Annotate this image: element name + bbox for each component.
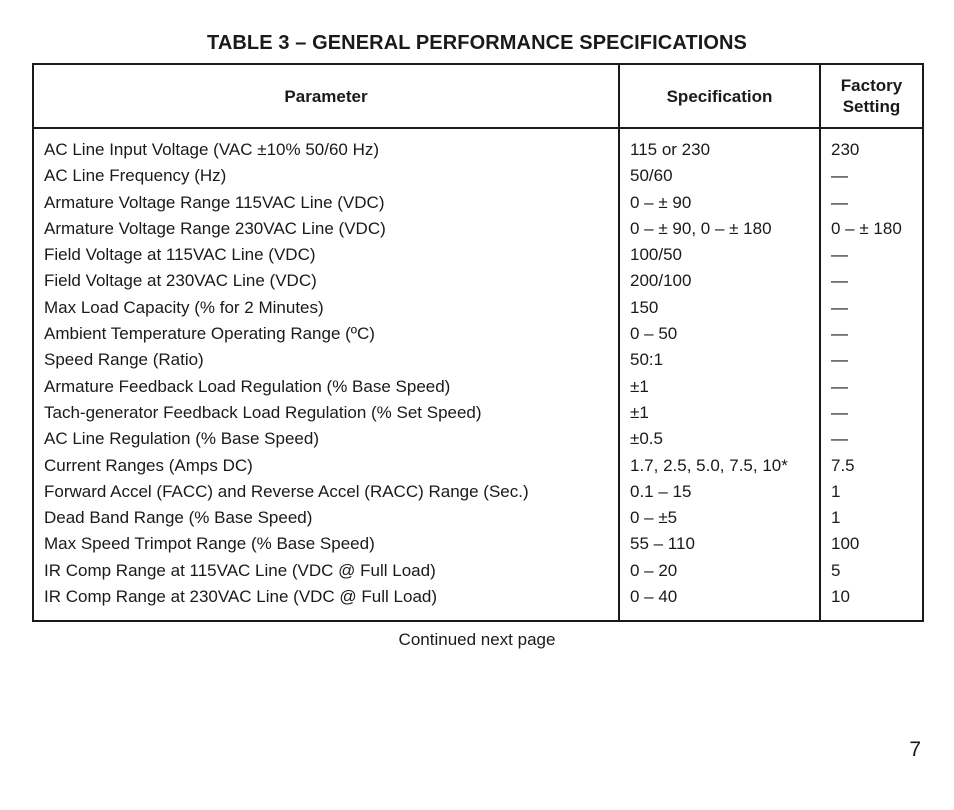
cell-factory-setting: — bbox=[831, 429, 848, 449]
cell-parameter: AC Line Frequency (Hz) bbox=[33, 163, 619, 189]
cell-specification: 1.7, 2.5, 5.0, 7.5, 10* bbox=[619, 453, 820, 479]
cell-factory-setting: — bbox=[831, 324, 848, 344]
table-header bbox=[33, 64, 923, 128]
cell-factory-setting: — bbox=[831, 402, 848, 422]
table-row bbox=[33, 242, 923, 268]
cell-parameter: IR Comp Range at 230VAC Line (VDC @ Full Load) bbox=[33, 584, 619, 621]
table-row bbox=[33, 374, 923, 400]
cell-specification: ±1 bbox=[619, 374, 820, 400]
cell-parameter: Dead Band Range (% Base Speed) bbox=[33, 505, 619, 531]
cell-factory-setting: — bbox=[831, 297, 848, 317]
table-row bbox=[33, 558, 923, 584]
cell-factory-setting: — bbox=[831, 376, 848, 396]
cell-parameter: Current Ranges (Amps DC) bbox=[33, 453, 619, 479]
cell-factory-setting: 7.5 bbox=[831, 455, 855, 475]
cell-parameter: Max Speed Trimpot Range (% Base Speed) bbox=[33, 531, 619, 557]
cell-factory-setting: 1 bbox=[831, 508, 841, 528]
cell-parameter: AC Line Input Voltage (VAC ±10% 50/60 Hz) bbox=[33, 128, 619, 163]
cell-factory-setting: 100 bbox=[831, 534, 860, 554]
table-row bbox=[33, 505, 923, 531]
cell-specification: 0 – 50 bbox=[619, 321, 820, 347]
cell-parameter: Tach-generator Feedback Load Regulation (% Set Speed) bbox=[33, 400, 619, 426]
cell-specification: 0.1 – 15 bbox=[619, 479, 820, 505]
cell-parameter: IR Comp Range at 115VAC Line (VDC @ Full Load) bbox=[33, 558, 619, 584]
cell-specification: 115 or 230 bbox=[619, 128, 820, 163]
cell-parameter: Armature Voltage Range 230VAC Line (VDC) bbox=[33, 216, 619, 242]
table-row bbox=[33, 453, 923, 479]
table-row bbox=[33, 216, 923, 242]
cell-factory-setting: 0 – ± 180 bbox=[831, 218, 902, 238]
cell-specification: 0 – ±5 bbox=[619, 505, 820, 531]
cell-specification: 0 – ± 90 bbox=[619, 190, 820, 216]
cell-parameter: Armature Feedback Load Regulation (% Base Speed) bbox=[33, 374, 619, 400]
cell-specification: ±0.5 bbox=[619, 426, 820, 452]
table-body bbox=[33, 128, 923, 621]
table-row bbox=[33, 531, 923, 557]
cell-factory-setting: — bbox=[831, 166, 848, 186]
cell-factory-setting: 230 bbox=[831, 140, 860, 159]
cell-parameter: Speed Range (Ratio) bbox=[33, 347, 619, 373]
cell-factory-setting: — bbox=[831, 245, 848, 265]
cell-specification: 0 – 40 bbox=[619, 584, 820, 621]
cell-specification: 0 – ± 90, 0 – ± 180 bbox=[619, 216, 820, 242]
cell-factory-setting: — bbox=[831, 271, 848, 291]
cell-parameter: AC Line Regulation (% Base Speed) bbox=[33, 426, 619, 452]
table-row bbox=[33, 400, 923, 426]
cell-specification: ±1 bbox=[619, 400, 820, 426]
table-row bbox=[33, 479, 923, 505]
cell-factory-setting: 1 bbox=[831, 481, 841, 501]
table-row bbox=[33, 295, 923, 321]
header-parameter: Parameter bbox=[33, 64, 619, 128]
table-row bbox=[33, 268, 923, 294]
header-row bbox=[33, 64, 923, 128]
cell-factory-setting: — bbox=[831, 350, 848, 370]
cell-parameter: Ambient Temperature Operating Range (ºC) bbox=[33, 321, 619, 347]
cell-factory-setting: 5 bbox=[831, 560, 841, 580]
cell-specification: 55 – 110 bbox=[619, 531, 820, 557]
table-row bbox=[33, 321, 923, 347]
cell-specification: 100/50 bbox=[619, 242, 820, 268]
header-factory-line2: Setting bbox=[842, 97, 901, 116]
cell-specification: 200/100 bbox=[619, 268, 820, 294]
cell-parameter: Forward Accel (FACC) and Reverse Accel (RACC) Range (Sec.) bbox=[33, 479, 619, 505]
continued-note: Continued next page bbox=[398, 630, 556, 649]
cell-specification: 50/60 bbox=[619, 163, 820, 189]
cell-parameter: Field Voltage at 230VAC Line (VDC) bbox=[33, 268, 619, 294]
table-title: TABLE 3 – GENERAL PERFORMANCE SPECIFICATIONS bbox=[206, 32, 747, 54]
table-row bbox=[33, 584, 923, 621]
header-factory-setting bbox=[820, 64, 923, 128]
cell-specification: 150 bbox=[619, 295, 820, 321]
table-row bbox=[33, 426, 923, 452]
cell-parameter: Field Voltage at 115VAC Line (VDC) bbox=[33, 242, 619, 268]
cell-parameter: Armature Voltage Range 115VAC Line (VDC) bbox=[33, 190, 619, 216]
header-specification: Specification bbox=[619, 64, 820, 128]
cell-specification: 50:1 bbox=[619, 347, 820, 373]
cell-specification: 0 – 20 bbox=[619, 558, 820, 584]
table-row bbox=[33, 347, 923, 373]
performance-spec-table bbox=[32, 63, 924, 622]
header-factory-line1: Factory bbox=[840, 76, 903, 95]
cell-factory-setting: 10 bbox=[831, 587, 850, 607]
page-number: 7 bbox=[909, 738, 921, 761]
cell-factory-setting: — bbox=[831, 192, 848, 212]
table-row bbox=[33, 163, 923, 189]
cell-parameter: Max Load Capacity (% for 2 Minutes) bbox=[33, 295, 619, 321]
table-row bbox=[33, 128, 923, 163]
table-row bbox=[33, 190, 923, 216]
